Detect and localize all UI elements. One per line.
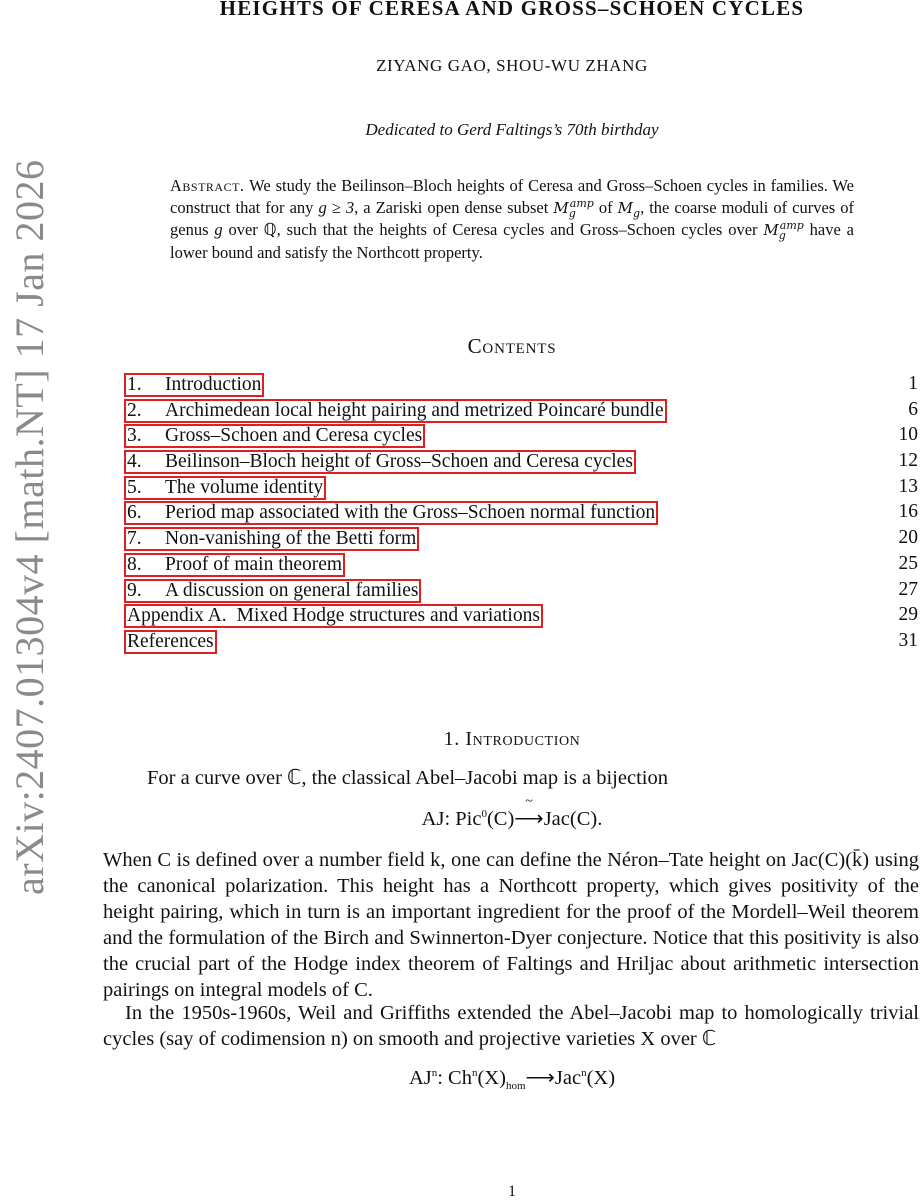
toc-number: 6. (127, 502, 142, 524)
eq-lhs: AJ (408, 1067, 432, 1089)
intro-first-line: For a curve over ℂ, the classical Abel–Jacobi map is a bijection (147, 767, 668, 789)
abstract-text: , a Zariski open dense subset (354, 197, 554, 217)
equation-griffiths (0, 1065, 920, 1093)
abstract-text: of (593, 197, 618, 217)
moduli-symbol: $M_g^{amp}$ (763, 219, 804, 242)
toc-page-number: 10 (898, 424, 918, 446)
toc-page-number: 16 (898, 501, 918, 523)
toc-title: Introduction (165, 374, 262, 395)
abstract-label: Abstract. (170, 176, 245, 195)
toc-link[interactable] (124, 501, 658, 525)
toc-page-number: 31 (898, 629, 918, 651)
toc-title: Mixed Hodge structures and variations (236, 605, 540, 627)
eq-arg: (C) (486, 808, 515, 830)
tilde-mark: ~ (525, 794, 533, 809)
toc-number: 3. (127, 425, 142, 447)
table-of-contents (124, 373, 920, 656)
toc-link[interactable] (124, 450, 636, 474)
dedication: Dedicated to Gerd Faltings’s 70th birthday (365, 120, 659, 139)
intro-line (103, 765, 919, 791)
toc-title: Gross–Schoen and Ceresa cycles (165, 425, 423, 447)
toc-link[interactable] (124, 579, 421, 603)
toc-link[interactable] (124, 553, 345, 577)
toc-title: A discussion on general families (165, 579, 419, 601)
section-heading-introduction (0, 728, 920, 751)
intro-paragraph-1: When C is defined over a number field k, one can define the Néron–Tate height on Jac(C)(k̄) using the canonical polarization. This height has a Northcott property, which gives positivity of the height pairing, which in turn is an important ingredient for the proof of the Mordell–Weil theorem and the formulation of the Birch and Swinnerton-Dyer conjecture. Notice that this positivity is also the crucial part of the Hodge index theorem of Faltings and Hriljac about arithmetic intersection pairings on integral models of C. (103, 849, 919, 1001)
toc-page-number: 13 (898, 475, 918, 497)
abstract-text: over ℚ, such that the heights of Ceresa cycles and Gross–Schoen cycles over (222, 220, 764, 239)
toc-number: 7. (127, 528, 142, 550)
arxiv-stamp[interactable]: arXiv:2407.01304v4 [math.NT] 17 Jan 2026 (7, 159, 52, 895)
abstract-math: g (214, 220, 223, 239)
eq-arg: (X) (477, 1067, 506, 1089)
toc-link[interactable] (124, 373, 264, 397)
eq-rhs: Jac (554, 1067, 582, 1089)
toc-row (124, 373, 920, 399)
toc-title: Non-vanishing of the Betti form (165, 528, 417, 550)
toc-number: 9. (127, 579, 142, 601)
toc-row (124, 553, 920, 579)
eq-sup: n (471, 1067, 478, 1080)
eq-rhs: Jac(C). (543, 808, 603, 830)
toc-page-number: 12 (898, 450, 918, 472)
eq-sub: hom (505, 1080, 526, 1093)
toc-title: References (127, 630, 214, 652)
toc-link[interactable] (124, 424, 425, 448)
abstract (170, 175, 854, 263)
contents-heading: Contents (467, 334, 557, 358)
arrow-icon: ⟶ (514, 808, 544, 830)
toc-row (124, 399, 920, 425)
toc-link[interactable] (124, 476, 326, 500)
toc-row (124, 579, 920, 605)
section-number: 1. (443, 728, 460, 750)
eq-sup: 0 (481, 808, 487, 821)
toc-title: The volume identity (165, 476, 324, 498)
toc-page-number: 6 (908, 398, 918, 420)
paper-title: HEIGHTS OF CERESA AND GROSS–SCHOEN CYCLES (219, 0, 805, 20)
page-number: 1 (508, 1183, 516, 1200)
abstract-text: , the coarse moduli of curves of genus (170, 197, 855, 239)
eq-sup: n (581, 1067, 587, 1080)
toc-row (124, 604, 920, 630)
toc-page-number: 1 (908, 373, 918, 394)
toc-page-number: 25 (898, 552, 918, 574)
toc-title: Period map associated with the Gross–Schoen normal function (165, 502, 656, 524)
equation-abel-jacobi (0, 794, 920, 831)
section-title: Introduction (465, 728, 581, 750)
paper-authors: ZIYANG GAO, SHOU-WU ZHANG (376, 56, 648, 75)
toc-link[interactable] (124, 399, 667, 423)
toc-number: 1. (127, 374, 142, 395)
abstract-math: g ≥ 3 (318, 197, 355, 217)
toc-number: 2. (127, 399, 142, 421)
toc-title: Beilinson–Bloch height of Gross–Schoen and Ceresa cycles (165, 451, 633, 473)
intro-paragraph-2: In the 1950s-1960s, Weil and Griffiths extended the Abel–Jacobi map to homologically trivial cycles (say of codimension n) on smooth and projective varieties X over ℂ (103, 1002, 919, 1050)
abstract-text: have a lower bound and satisfy the Northcott property. (170, 220, 854, 262)
toc-number: 4. (127, 451, 142, 473)
toc-link[interactable] (124, 527, 419, 551)
eq-sup: n (431, 1067, 438, 1080)
toc-row (124, 476, 920, 502)
toc-link[interactable] (124, 630, 217, 654)
toc-link[interactable] (124, 604, 543, 628)
arrow-icon: ⟶ (525, 1067, 555, 1089)
toc-row (124, 501, 920, 527)
eq-mid: : Ch (437, 1067, 472, 1089)
moduli-symbol: $M_g^{amp}$ (553, 196, 594, 220)
toc-number: Appendix A. (127, 605, 227, 627)
toc-page-number: 27 (898, 578, 918, 600)
toc-row (124, 450, 920, 476)
toc-page-number: 20 (898, 527, 918, 549)
eq-lhs: AJ: Pic (421, 808, 482, 830)
toc-row (124, 424, 920, 450)
moduli-symbol: $M_g$ (617, 198, 641, 220)
toc-row (124, 630, 920, 656)
eq-arg: (X) (586, 1067, 616, 1089)
abstract-text: We study the Beilinson–Bloch heights of Ceresa and Gross–Schoen cycles in families. We construct that for any (170, 176, 855, 217)
toc-number: 8. (127, 553, 142, 575)
toc-page-number: 29 (898, 604, 918, 626)
toc-title: Archimedean local height pairing and metrized Poincaré bundle (165, 399, 664, 421)
toc-row (124, 527, 920, 553)
toc-number: 5. (127, 476, 142, 498)
toc-title: Proof of main theorem (165, 553, 343, 575)
isomorphism-arrow (514, 794, 544, 831)
